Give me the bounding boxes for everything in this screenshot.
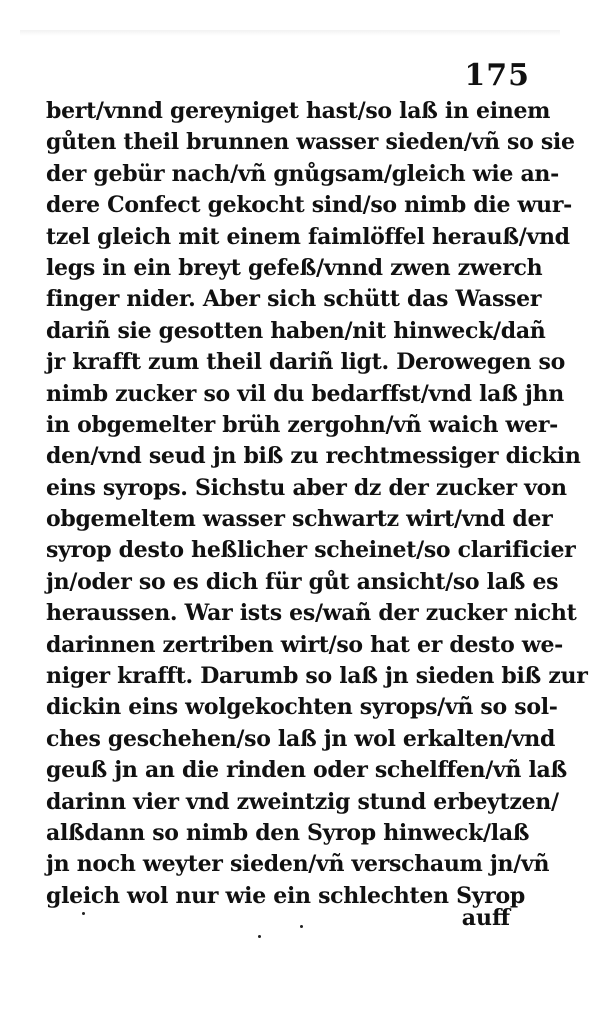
ink-speck (300, 925, 303, 928)
text-line: legs in ein breyt gefeß/vnnd zwen zwerch (46, 254, 543, 281)
text-line: eins syrops. Sichstu aber dz der zucker von (46, 474, 567, 501)
text-line: obgemeltem wasser schwartz wirt/vnd der (46, 506, 553, 533)
catchword: auff (461, 905, 510, 931)
text-line: gůten theil brunnen wasser sieden/vñ so sie (46, 129, 575, 156)
text-line: heraussen. War ists es/wañ der zucker nicht (46, 600, 577, 627)
text-line: darinnen zertriben wirt/so hat er desto we- (46, 631, 564, 658)
scan-shadow (20, 30, 560, 36)
text-line: den/vnd seud jn biß zu rechtmessiger dickin (46, 443, 581, 470)
text-line: finger nider. Aber sich schütt das Wasser (46, 286, 542, 313)
text-line: syrop desto heßlicher scheinet/so clarificier (46, 537, 576, 564)
text-line: jn/oder so es dich für gůt ansicht/so laß es (46, 568, 559, 595)
text-line: der gebür nach/vñ gnůgsam/gleich wie an- (46, 160, 559, 187)
ink-speck (258, 935, 261, 938)
text-line: jr krafft zum theil dariñ ligt. Derowegen so (46, 349, 565, 376)
text-line: dariñ sie gesotten haben/nit hinweck/dañ (46, 317, 546, 344)
text-line: geuß jn an die rinden oder schelffen/vñ laß (46, 757, 567, 784)
text-line: in obgemelter brüh zergohn/vñ waich wer- (46, 411, 558, 438)
text-line: ches geschehen/so laß jn wol erkalten/vnd (46, 725, 556, 752)
text-line: dere Confect gekocht sind/so nimb die wur- (46, 192, 572, 219)
text-line: niger krafft. Darumb so laß jn sieden biß zur (46, 663, 588, 690)
ink-speck (82, 912, 85, 915)
text-line: gleich wol nur wie ein schlechten Syrop (46, 882, 525, 909)
text-line: dickin eins wolgekochten syrops/vñ so sol- (46, 694, 558, 721)
text-line: jn noch weyter sieden/vñ verschaum jn/vñ (46, 851, 550, 878)
text-line: darinn vier vnd zweintzig stund erbeytzen/ (46, 788, 559, 815)
text-line: bert/vnnd gereyniget hast/so laß in einem (46, 98, 551, 124)
text-line: alßdann so nimb den Syrop hinweck/laß (46, 819, 530, 846)
text-line: tzel gleich mit einem faimlöffel herauß/vnd (46, 223, 570, 250)
page-number: 175 (464, 58, 530, 93)
text-line: nimb zucker so vil du bedarffst/vnd laß jhn (46, 380, 564, 407)
body-text (46, 96, 588, 912)
